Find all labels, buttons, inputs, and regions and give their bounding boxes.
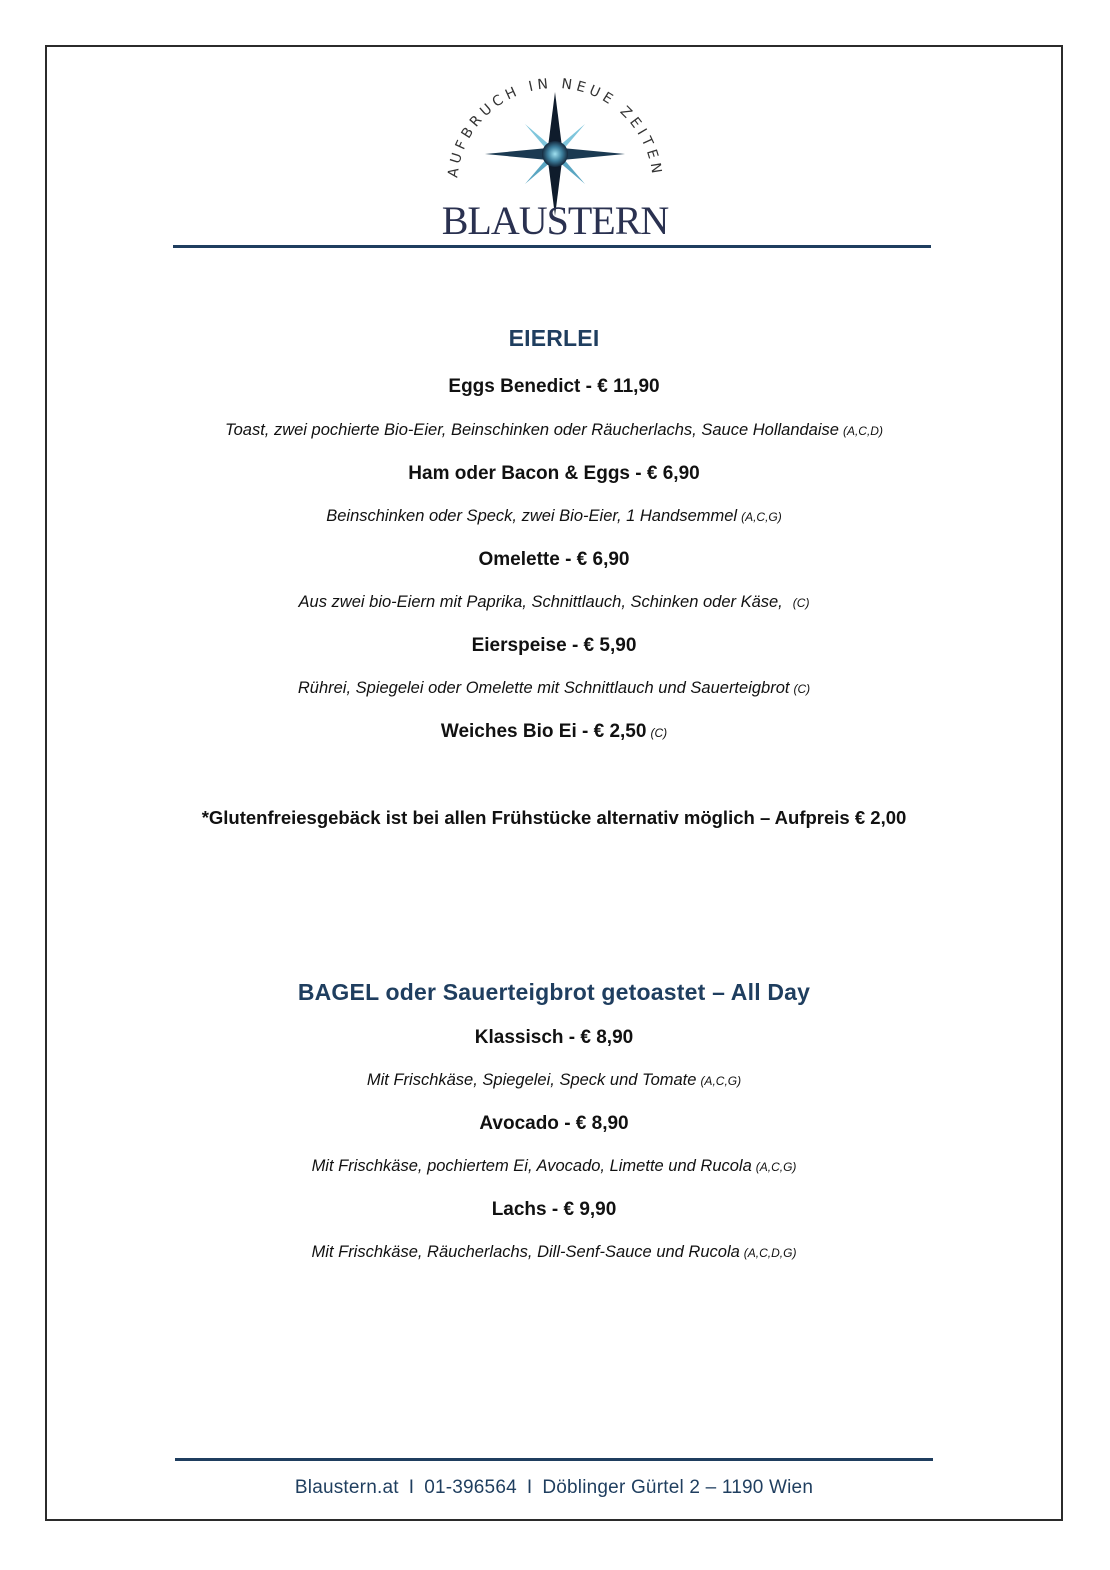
menu-item-title: Omelette - € 6,90 [478, 549, 630, 570]
gluten-free-note: *Glutenfreiesgebäck ist bei allen Frühstücke alternativ möglich – Aufpreis € 2,00 [201, 807, 907, 828]
menu-item-title: Weiches Bio Ei - € 2,50 (C) [440, 721, 668, 742]
menu-item-desc: Mit Frischkäse, Räucherlachs, Dill-Senf-Sauce und Rucola (A,C,D,G) [311, 1243, 797, 1261]
menu-item-desc: Aus zwei bio-Eiern mit Paprika, Schnittlauch, Schinken oder Käse, (C) [298, 593, 810, 611]
allergen-codes: (C) [793, 682, 811, 696]
footer-separator: I [408, 1477, 415, 1498]
blaustern-logo [435, 68, 675, 240]
allergen-codes: (A,C,G) [741, 510, 782, 524]
menu-item-title: Eggs Benedict - € 11,90 [448, 376, 660, 397]
allergen-codes: (A,C,D) [842, 424, 883, 438]
allergen-codes: (A,C,G) [700, 1074, 742, 1088]
menu-item-desc: Rührei, Spiegelei oder Omelette mit Schnittlauch und Sauerteigbrot (C) [297, 679, 811, 697]
section-title-bagel: BAGEL oder Sauerteigbrot getoastet – All Day [297, 979, 811, 1005]
footer-contact [45, 1477, 1063, 1499]
footer-separator: I [526, 1477, 533, 1498]
allergen-codes: (C) [650, 726, 668, 740]
footer-phone[interactable]: 01-396564 [424, 1477, 517, 1498]
footer-address: Döblinger Gürtel 2 – 1190 Wien [542, 1477, 814, 1498]
footer-website[interactable]: Blaustern.at [294, 1477, 399, 1498]
menu-item-desc: Toast, zwei pochierte Bio-Eier, Beinschinken oder Räucherlachs, Sauce Hollandaise (A,C,D) [225, 421, 883, 439]
logo-tagline: AUFBRUCH IN NEUE ZEITEN [445, 75, 665, 179]
page-frame [45, 45, 1063, 1521]
footer-divider [175, 1458, 933, 1461]
compass-star-icon [435, 68, 675, 240]
menu-item-title: Avocado - € 8,90 [479, 1113, 629, 1134]
menu-item-desc: Mit Frischkäse, Spiegelei, Speck und Tomate (A,C,G) [366, 1071, 742, 1089]
menu-item-title: Klassisch - € 8,90 [474, 1027, 634, 1048]
menu-item-desc: Beinschinken oder Speck, zwei Bio-Eier, 1 Handsemmel (A,C,G) [326, 507, 782, 525]
allergen-codes: (A,C,D,G) [743, 1246, 797, 1260]
allergen-codes: (C) [792, 596, 810, 610]
menu-item-desc: Mit Frischkäse, pochiertem Ei, Avocado, Limette und Rucola (A,C,G) [311, 1157, 797, 1175]
menu-item-title: Lachs - € 9,90 [491, 1199, 617, 1220]
allergen-codes: (A,C,G) [755, 1160, 797, 1174]
section-title-eierlei: EIERLEI [508, 325, 600, 351]
menu-item-title: Eierspeise - € 5,90 [471, 635, 637, 656]
header-divider [173, 245, 931, 248]
logo-wordmark: BLAUSTERN [441, 198, 669, 240]
menu-item-title: Ham oder Bacon & Eggs - € 6,90 [408, 463, 700, 484]
